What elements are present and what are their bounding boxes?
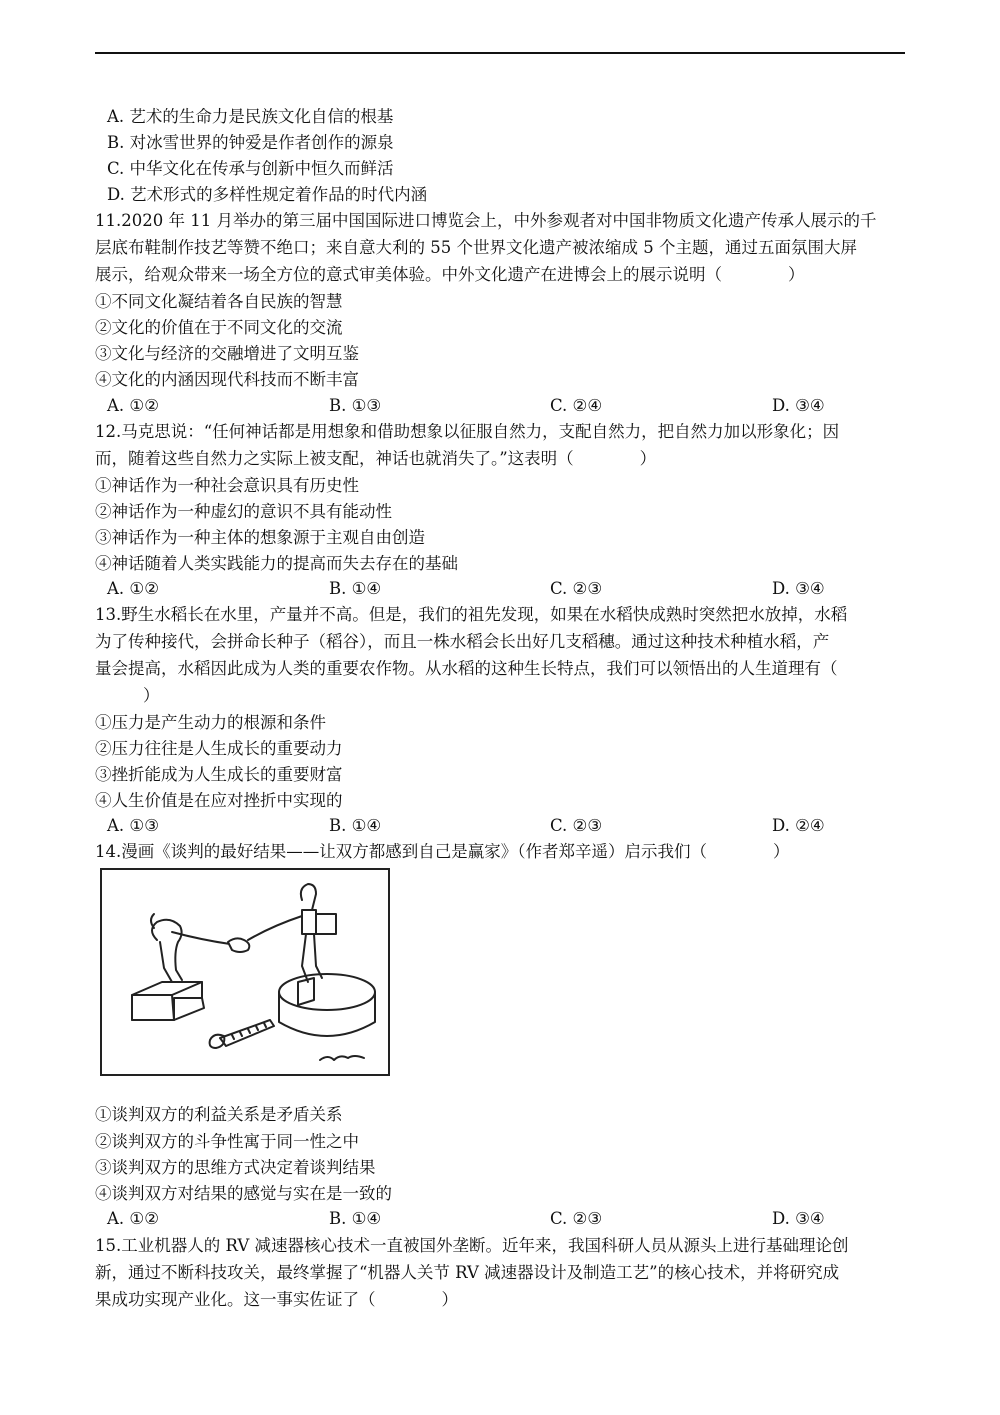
q11-option-a[interactable]: A. ①② (107, 396, 159, 415)
q12-statement-3: ③神话作为一种主体的想象源于主观自由创造 (95, 528, 425, 547)
q11-options-row (107, 395, 867, 417)
q13-stem-line: 量会提高，水稻因此成为人类的重要农作物。从水稻的这种生长特点，我们可以领悟出的人生道理有（ (95, 659, 838, 678)
q10-option-b[interactable]: B. 对冰雪世界的钟爱是作者创作的源泉 (107, 133, 394, 152)
q13-statement-4: ④人生价值是在应对挫折中实现的 (95, 791, 343, 810)
q13-statement-3: ③挫折能成为人生成长的重要财富 (95, 765, 343, 784)
q12-statement-2: ②神话作为一种虚幻的意识不具有能动性 (95, 502, 392, 521)
q12-statement-1: ①神话作为一种社会意识具有历史性 (95, 476, 359, 495)
q12-statement-4: ④神话随着人类实践能力的提高而失去存在的基础 (95, 554, 458, 573)
q14-option-b[interactable]: B. ①④ (329, 1209, 382, 1228)
q11-statement-3: ③文化与经济的交融增进了文明互鉴 (95, 344, 359, 363)
q14-option-a[interactable]: A. ①② (107, 1209, 159, 1228)
q13-option-c[interactable]: C. ②③ (550, 816, 603, 835)
q12-option-b[interactable]: B. ①④ (329, 579, 382, 598)
q13-options-row (107, 815, 867, 837)
q13-statement-1: ①压力是产生动力的根源和条件 (95, 713, 326, 732)
q11-statement-2: ②文化的价值在于不同文化的交流 (95, 318, 343, 337)
q11-statement-1: ①不同文化凝结着各自民族的智慧 (95, 292, 343, 311)
q11-statement-4: ④文化的内涵因现代科技而不断丰富 (95, 370, 359, 389)
q10-option-d[interactable]: D. 艺术形式的多样性规定着作品的时代内涵 (107, 185, 428, 204)
q13-stem-line: 13.野生水稻长在水里，产量并不高。但是，我们的祖先发现，如果在水稻快成熟时突然把水放掉，水稻 (95, 605, 848, 624)
q14-statement-2: ②谈判双方的斗争性寓于同一性之中 (95, 1132, 359, 1151)
cartoon-drawing (102, 870, 388, 1074)
q12-option-c[interactable]: C. ②③ (550, 579, 603, 598)
q10-option-a[interactable]: A. 艺术的生命力是民族文化自信的根基 (107, 107, 394, 126)
q15-stem-line: 15.工业机器人的 RV 减速器核心技术一直被国外垄断。近年来，我国科研人员从源头上进行基础理论创 (95, 1236, 849, 1255)
q14-statement-1: ①谈判双方的利益关系是矛盾关系 (95, 1105, 343, 1124)
q14-options-row (107, 1208, 867, 1230)
negotiation-cartoon (100, 868, 390, 1076)
q15-stem-line: 新，通过不断科技攻关，最终掌握了“机器人关节 RV 减速器设计及制造工艺”的核心技术，并将研究成 (95, 1263, 840, 1282)
q14-option-c[interactable]: C. ②③ (550, 1209, 603, 1228)
q14-stem-line: 14.漫画《谈判的最好结果——让双方都感到自己是赢家》（作者郑辛遥）启示我们（ ） (95, 842, 790, 861)
q12-option-d[interactable]: D. ③④ (772, 579, 825, 598)
q13-option-a[interactable]: A. ①③ (107, 816, 159, 835)
q13-stem-line: 为了传种接代，会拼命长种子（稻谷），而且一株水稻会长出好几支稻穗。通过这种技术种植水稻，产 (95, 632, 830, 651)
q13-statement-2: ②压力往往是人生成长的重要动力 (95, 739, 343, 758)
q12-stem-line: 12.马克思说：“任何神话都是用想象和借助想象以征服自然力，支配自然力，把自然力加以形象化；因 (95, 422, 840, 441)
q11-option-d[interactable]: D. ③④ (772, 396, 825, 415)
q11-option-b[interactable]: B. ①③ (329, 396, 382, 415)
q13-option-d[interactable]: D. ②④ (772, 816, 825, 835)
q10-option-c[interactable]: C. 中华文化在传承与创新中恒久而鲜活 (107, 159, 394, 178)
q11-option-c[interactable]: C. ②④ (550, 396, 603, 415)
q14-statement-4: ④谈判双方对结果的感觉与实在是一致的 (95, 1184, 392, 1203)
q12-options-row (107, 578, 867, 600)
q11-stem-line: 11.2020 年 11 月举办的第三届中国国际进口博览会上，中外参观者对中国非物质文化遗产传承人展示的千 (95, 211, 877, 230)
q11-stem-line: 层底布鞋制作技艺等赞不绝口；来自意大利的 55 个世界文化遗产被浓缩成 5 个主题，通过五面氛围大屏 (95, 238, 857, 257)
q12-option-a[interactable]: A. ①② (107, 579, 159, 598)
q14-statement-3: ③谈判双方的思维方式决定着谈判结果 (95, 1158, 376, 1177)
q13-option-b[interactable]: B. ①④ (329, 816, 382, 835)
header-rule (95, 52, 905, 54)
q13-stem-line: ） (110, 686, 160, 705)
q12-stem-line: 而，随着这些自然力之实际上被支配，神话也就消失了。”这表明（ ） (95, 449, 657, 468)
q11-stem-line: 展示，给观众带来一场全方位的意式审美体验。中外文化遗产在进博会上的展示说明（ ） (95, 265, 805, 284)
q14-option-d[interactable]: D. ③④ (772, 1209, 825, 1228)
q15-stem-line: 果成功实现产业化。这一事实佐证了（ ） (95, 1290, 458, 1309)
